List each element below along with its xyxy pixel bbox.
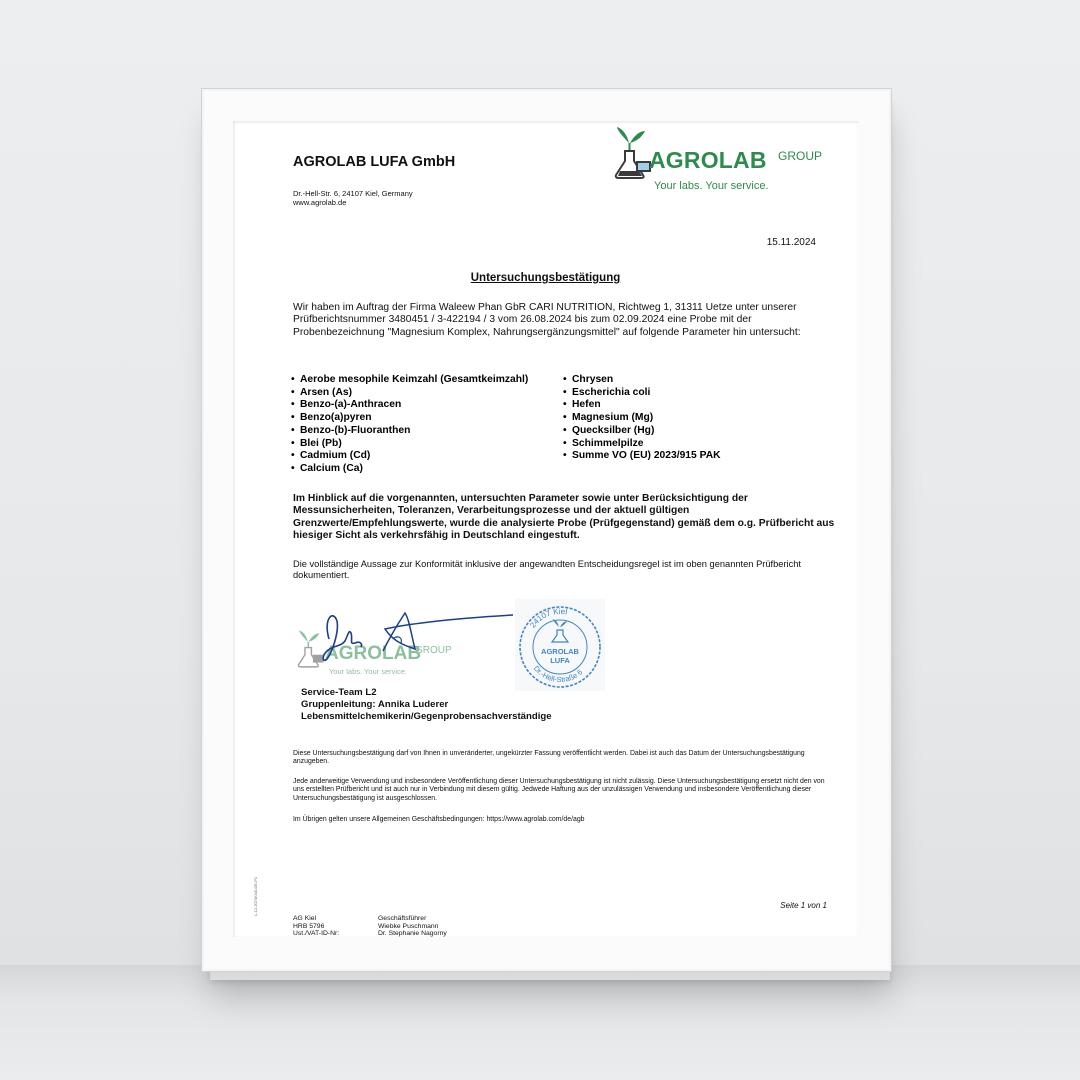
signatory-role: Lebensmittelchemikerin/Gegenprobensachverständige bbox=[301, 711, 552, 722]
team-name: Service-Team L2 bbox=[301, 687, 377, 698]
stamp-bottom-text: Dr.-Hell-Straße 6 bbox=[531, 663, 585, 685]
company-name: AGROLAB LUFA GmbH bbox=[293, 154, 456, 170]
document-heading: Untersuchungsbestätigung bbox=[470, 272, 621, 284]
certificate-paper bbox=[233, 121, 858, 937]
footer-registry: AG Kiel HRB 5796 Ust./VAT-ID-Nr: bbox=[293, 915, 340, 937]
list-item: • Chrysen bbox=[563, 374, 614, 385]
stamp-line2: LUFA bbox=[550, 656, 570, 665]
signatory-block bbox=[301, 687, 552, 723]
watermark-group-label: GROUP bbox=[415, 645, 452, 656]
list-item: • Cadmium (Cd) bbox=[291, 450, 371, 462]
logo-tagline: Your labs. Your service. bbox=[654, 180, 769, 192]
parameter-list-left bbox=[291, 374, 528, 476]
list-item: • Benzo-(a)-Anthracen bbox=[291, 399, 402, 411]
list-item: • Calcium (Ca) bbox=[291, 462, 363, 474]
list-item: • Benzo-(b)-Fluoranthen bbox=[291, 424, 411, 436]
list-item: • Benzo(a)pyren bbox=[291, 412, 372, 424]
website-line: www.agrolab.de bbox=[293, 198, 347, 207]
company-address bbox=[293, 189, 413, 207]
fine-print-usage: Jede anderweitige Verwendung und insbesondere Veröffentlichung dieser Untersuchungsbestätigung ist nicht zulässig. Diese Untersuchungsbestätigung ersetzt nicht den von uns erstellten Prüfbericht und ist auch nur in Verbindung mit diesem gültig. Jedwede Haftung aus der unzulässigen Verwendung und insbesondere Veröffentlichung dieser Untersuchungsbestätigung ist ausgeschlossen. bbox=[293, 778, 825, 802]
list-item: • Hefen bbox=[563, 399, 601, 411]
fine-print-publication: Diese Untersuchungsbestätigung darf von Ihnen in unveränderter, ungekürzter Fassung veröffentlicht werden. Dabei ist auch das Datum der Untersuchungsbestätigung anzugeben. bbox=[293, 750, 805, 766]
list-item: • Aerobe mesophile Keimzahl (Gesamtkeimzahl) bbox=[291, 374, 529, 385]
floor bbox=[0, 965, 1080, 1080]
stamp-top-text: 24107 Kiel bbox=[528, 606, 569, 630]
address-line: Dr.-Hell-Str. 6, 24107 Kiel, Germany bbox=[293, 189, 413, 198]
group-lead: Gruppenleitung: Annika Luderer bbox=[301, 699, 449, 710]
parameter-list-right bbox=[563, 374, 721, 463]
footer-management: Geschäftsführer Wiebke Puschmann Dr. Stephanie Nagorny bbox=[378, 915, 447, 937]
logo-wordmark: AGROLAB bbox=[649, 147, 767, 173]
document-date: 15.11.2024 bbox=[766, 237, 816, 248]
stamp-flask-icon bbox=[552, 619, 568, 642]
flask-sprout-icon bbox=[611, 125, 653, 181]
page-number: Seite 1 von 1 bbox=[780, 901, 827, 910]
list-item: • Quecksilber (Hg) bbox=[563, 424, 655, 436]
watermark-wordmark: AGROLAB bbox=[325, 643, 422, 664]
list-item: • Schimmelpilze bbox=[563, 437, 644, 449]
fine-print-terms: Im Übrigen gelten unsere Allgemeinen Geschäftsbedingungen: https://www.agrolab.com/de/agb bbox=[293, 816, 585, 823]
logo-group-label: GROUP bbox=[778, 149, 823, 163]
list-item: • Escherichia coli bbox=[563, 386, 651, 398]
list-item: • Arsen (As) bbox=[291, 386, 353, 398]
side-document-code: L-12-2073/043-DE-P1 bbox=[253, 876, 258, 916]
conclusion-paragraph: Im Hinblick auf die vorgenannten, untersuchten Parameter sowie unter Berücksichtigung der Messunsicherheiten, Toleranzen, Verarbeitungsprozesse und der aktuell gültigen Grenzwerte/Empfehlungswerte, wurde die analysierte Probe (Prüfgegenstand) gemäß dem o.g. Prüfbericht aus hiesiger Sicht als verkehrsfähig in Deutschland eingestuft. bbox=[293, 493, 835, 541]
list-item: • Magnesium (Mg) bbox=[563, 412, 654, 424]
list-item: • Summe VO (EU) 2023/915 PAK bbox=[563, 450, 721, 462]
conformity-note: Die vollständige Aussage zur Konformität inklusive der angewandten Entscheidungsregel ist im oben genannten Prüfbericht dokumentiert. bbox=[293, 559, 802, 580]
intro-paragraph: Wir haben im Auftrag der Firma Waleew Phan GbR CARI NUTRITION, Richtweg 1, 31311 Uetze unter unserer Prüfberichtsnummer 3480451 / 3-422194 / 3 vom 26.08.2024 bis zum 02.09.2024 eine Probe mit der Probenbezeichnung "Magnesium Komplex, Nahrungsergänzungsmittel" auf folgende Parameter hin untersucht: bbox=[293, 302, 801, 338]
agrolab-logo bbox=[611, 125, 836, 201]
watermark-tagline: Your labs. Your service. bbox=[329, 667, 408, 676]
list-item: • Blei (Pb) bbox=[291, 437, 342, 449]
official-stamp bbox=[515, 599, 605, 691]
stamp-line1: AGROLAB bbox=[541, 647, 579, 656]
